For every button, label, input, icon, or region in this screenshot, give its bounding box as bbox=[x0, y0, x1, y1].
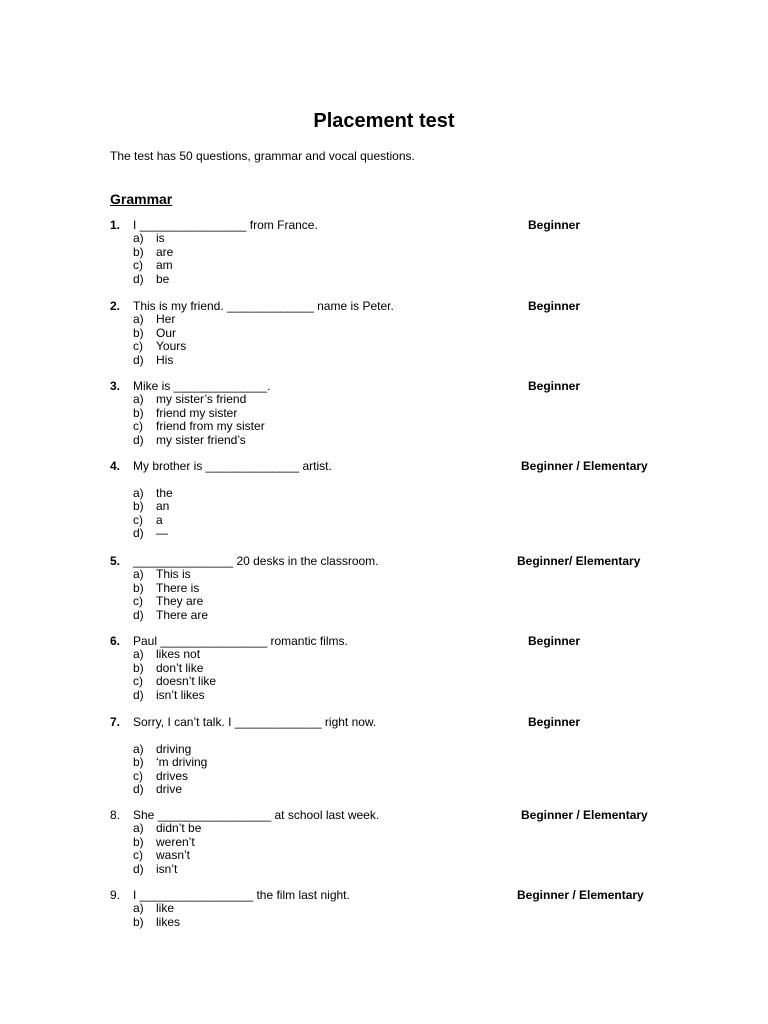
level-label: Beginner bbox=[528, 715, 581, 729]
option-letter: d) bbox=[133, 607, 144, 622]
question-1 bbox=[0, 219, 768, 286]
option-text: am bbox=[156, 258, 173, 273]
question-2 bbox=[0, 300, 768, 367]
option-text: drives bbox=[156, 768, 189, 783]
option-letter: c) bbox=[133, 594, 143, 609]
question-number: 6. bbox=[110, 634, 121, 648]
option-item bbox=[0, 327, 768, 340]
option-list bbox=[0, 743, 768, 797]
option-text: Yours bbox=[156, 339, 187, 354]
option-text: didn’t be bbox=[156, 821, 202, 836]
question-number: 2. bbox=[110, 299, 121, 313]
option-list bbox=[0, 313, 768, 367]
question-text: My brother is ______________ artist. bbox=[133, 459, 332, 473]
option-item bbox=[0, 313, 768, 326]
option-text: friend my sister bbox=[156, 405, 238, 420]
question-number: 9. bbox=[110, 888, 121, 902]
question-number: 1. bbox=[110, 218, 121, 232]
option-letter: d) bbox=[133, 352, 144, 367]
option-letter: a) bbox=[133, 821, 144, 836]
option-item bbox=[0, 354, 768, 367]
option-text: This is bbox=[156, 567, 191, 582]
option-letter: c) bbox=[133, 768, 143, 783]
option-item bbox=[0, 836, 768, 849]
option-letter: b) bbox=[133, 325, 144, 340]
level-label: Beginner / Elementary bbox=[521, 459, 648, 473]
option-item bbox=[0, 770, 768, 783]
option-item bbox=[0, 246, 768, 259]
question-number: 4. bbox=[110, 459, 121, 473]
option-letter: d) bbox=[133, 271, 144, 286]
level-label: Beginner bbox=[528, 299, 581, 313]
option-item bbox=[0, 582, 768, 595]
option-letter: d) bbox=[133, 432, 144, 447]
option-letter: a) bbox=[133, 647, 144, 662]
option-list bbox=[0, 232, 768, 286]
intro-text: The test has 50 questions, grammar and vocal questions. bbox=[110, 149, 415, 163]
option-letter: d) bbox=[133, 687, 144, 702]
option-text: my sister friend’s bbox=[156, 432, 246, 447]
question-text: This is my friend. _____________ name is Peter. bbox=[133, 299, 394, 313]
option-item bbox=[0, 487, 768, 500]
question-9 bbox=[0, 889, 768, 929]
option-letter: c) bbox=[133, 419, 143, 434]
option-list bbox=[0, 568, 768, 622]
level-label: Beginner / Elementary bbox=[517, 888, 644, 902]
option-text: is bbox=[156, 231, 165, 246]
option-letter: b) bbox=[133, 499, 144, 514]
option-item bbox=[0, 648, 768, 661]
option-item bbox=[0, 273, 768, 286]
option-item bbox=[0, 662, 768, 675]
option-text: my sister’s friend bbox=[156, 392, 247, 407]
option-text: like bbox=[156, 901, 175, 916]
option-letter: b) bbox=[133, 244, 144, 259]
option-item bbox=[0, 232, 768, 245]
question-5 bbox=[0, 555, 768, 622]
option-item bbox=[0, 500, 768, 513]
question-4 bbox=[0, 460, 768, 540]
option-letter: a) bbox=[133, 312, 144, 327]
option-text: His bbox=[156, 352, 174, 367]
option-letter: d) bbox=[133, 525, 144, 540]
option-text: There are bbox=[156, 607, 209, 622]
option-text: weren’t bbox=[156, 834, 195, 849]
question-number: 5. bbox=[110, 554, 121, 568]
option-text: be bbox=[156, 271, 170, 286]
option-text: — bbox=[156, 525, 168, 540]
option-letter: b) bbox=[133, 755, 144, 770]
question-text: Sorry, I can’t talk. I _____________ right now. bbox=[133, 715, 377, 729]
option-item bbox=[0, 675, 768, 688]
option-list bbox=[0, 487, 768, 541]
option-letter: c) bbox=[133, 674, 143, 689]
question-8 bbox=[0, 809, 768, 876]
option-letter: a) bbox=[133, 567, 144, 582]
question-text: I ________________ from France. bbox=[133, 218, 318, 232]
option-text: Her bbox=[156, 312, 176, 327]
option-letter: d) bbox=[133, 781, 144, 796]
option-item bbox=[0, 407, 768, 420]
option-letter: b) bbox=[133, 580, 144, 595]
option-list bbox=[0, 822, 768, 876]
level-label: Beginner bbox=[528, 634, 581, 648]
level-label: Beginner bbox=[528, 218, 581, 232]
question-6 bbox=[0, 635, 768, 702]
question-7 bbox=[0, 716, 768, 796]
option-item bbox=[0, 514, 768, 527]
option-item bbox=[0, 609, 768, 622]
option-text: an bbox=[156, 499, 170, 514]
level-label: Beginner / Elementary bbox=[521, 808, 648, 822]
option-item bbox=[0, 783, 768, 796]
option-text: friend from my sister bbox=[156, 419, 265, 434]
question-text: Paul ________________ romantic films. bbox=[133, 634, 348, 648]
option-item bbox=[0, 743, 768, 756]
option-text: are bbox=[156, 244, 174, 259]
option-item bbox=[0, 916, 768, 929]
option-list bbox=[0, 902, 768, 929]
question-number: 8. bbox=[110, 808, 121, 822]
option-letter: a) bbox=[133, 485, 144, 500]
option-text: a bbox=[156, 512, 163, 527]
option-item bbox=[0, 689, 768, 702]
option-item bbox=[0, 259, 768, 272]
option-item bbox=[0, 595, 768, 608]
option-item bbox=[0, 902, 768, 915]
question-number: 7. bbox=[110, 715, 121, 729]
option-text: isn’t bbox=[156, 861, 178, 876]
option-text: They are bbox=[156, 594, 204, 609]
option-text: driving bbox=[156, 741, 192, 756]
option-list bbox=[0, 648, 768, 702]
option-letter: a) bbox=[133, 741, 144, 756]
question-number: 3. bbox=[110, 379, 121, 393]
option-text: don’t like bbox=[156, 660, 204, 675]
question-text: She _________________ at school last week. bbox=[133, 808, 380, 822]
level-label: Beginner/ Elementary bbox=[517, 554, 641, 568]
option-text: There is bbox=[156, 580, 200, 595]
option-text: Our bbox=[156, 325, 177, 340]
option-text: doesn’t like bbox=[156, 674, 217, 689]
question-3 bbox=[0, 380, 768, 447]
option-item bbox=[0, 568, 768, 581]
question-text: _______________ 20 desks in the classroom. bbox=[133, 554, 379, 568]
option-item bbox=[0, 434, 768, 447]
option-text: wasn’t bbox=[156, 848, 191, 863]
option-item bbox=[0, 340, 768, 353]
option-list bbox=[0, 393, 768, 447]
option-letter: c) bbox=[133, 258, 143, 273]
option-item bbox=[0, 849, 768, 862]
option-letter: b) bbox=[133, 405, 144, 420]
option-letter: b) bbox=[133, 914, 144, 929]
option-item bbox=[0, 756, 768, 769]
section-heading-grammar: Grammar bbox=[110, 191, 173, 207]
option-text: isn’t likes bbox=[156, 687, 205, 702]
page-title: Placement test bbox=[313, 110, 455, 132]
option-text: likes bbox=[156, 914, 181, 929]
option-text: likes not bbox=[156, 647, 201, 662]
level-label: Beginner bbox=[528, 379, 581, 393]
option-item bbox=[0, 822, 768, 835]
option-text: the bbox=[156, 485, 173, 500]
option-item bbox=[0, 527, 768, 540]
option-item bbox=[0, 420, 768, 433]
option-letter: d) bbox=[133, 861, 144, 876]
option-letter: b) bbox=[133, 660, 144, 675]
option-item bbox=[0, 863, 768, 876]
option-letter: a) bbox=[133, 231, 144, 246]
option-text: ‘m driving bbox=[156, 755, 208, 770]
question-text: Mike is ______________. bbox=[133, 379, 271, 393]
option-letter: a) bbox=[133, 392, 144, 407]
option-text: drive bbox=[156, 781, 183, 796]
option-letter: c) bbox=[133, 339, 143, 354]
option-letter: b) bbox=[133, 834, 144, 849]
option-letter: a) bbox=[133, 901, 144, 916]
question-text: I _________________ the film last night. bbox=[133, 888, 350, 902]
option-letter: c) bbox=[133, 512, 143, 527]
option-letter: c) bbox=[133, 848, 143, 863]
option-item bbox=[0, 393, 768, 406]
